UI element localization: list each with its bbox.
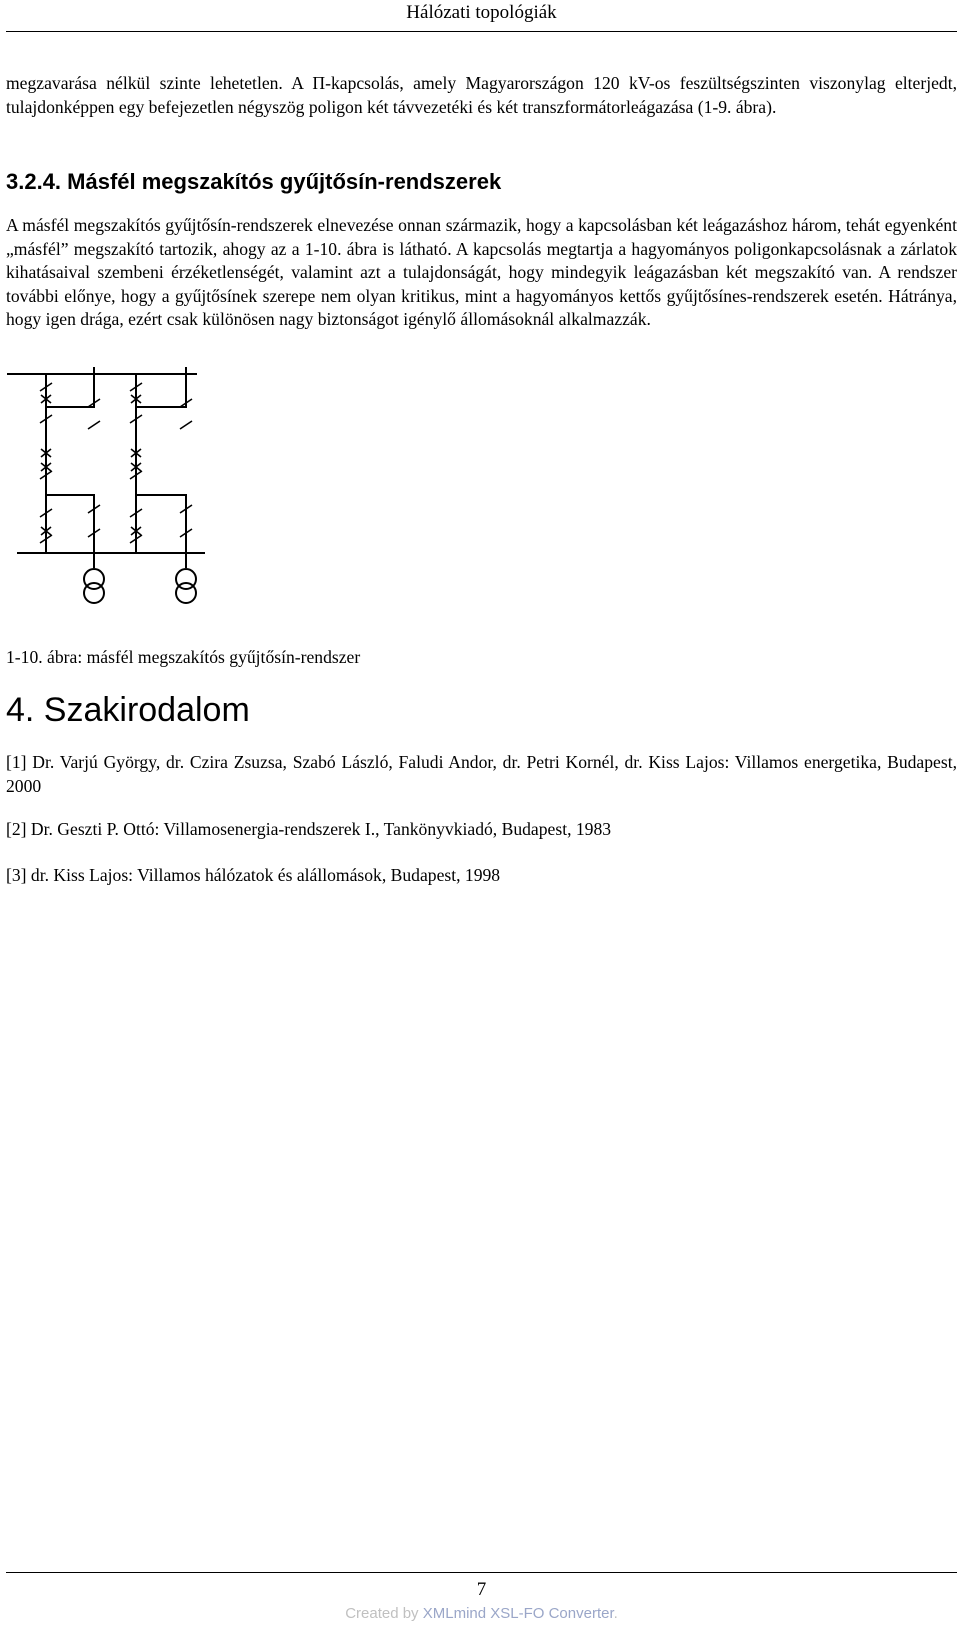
watermark-brand-link[interactable]: XMLmind XSL-FO Converter: [422, 1605, 614, 1622]
footer-divider: [6, 1572, 957, 1573]
intro-paragraph: megzavarása nélkül szinte lehetetlen. A Π-kapcsolás, amely Magyarországon 120 kV-os feszültségszinten viszonylag elterjedt, tulajdonképpen egy befejezetlen négyszög poligon két távvezetéki és két transzformátorleágazása (1-9. ábra).: [6, 73, 957, 117]
page-number: 7: [476, 1579, 487, 1600]
watermark-prefix: Created by: [345, 1605, 423, 1622]
converter-watermark: [6, 1605, 957, 1623]
reference-item: [2] Dr. Geszti P. Ottó: Villamosenergia-rendszerek I., Tankönyvkiadó, Budapest, 1983: [6, 819, 612, 839]
right-lower-feeder: [136, 495, 186, 567]
section-body-paragraph: A másfél megszakítós gyűjtősín-rendszerek elnevezése onnan származik, hogy a kapcsolásban két leágazáshoz három, tehát egyenként „másfél” megszakító tartozik, ahogy az a 1-10. ábra is látható. A kapcsolás megtartja a hagyományos poligonkapcsolásnak a zárlatok kihatásaival szembeni érzéketlenségét, valamint azt a tulajdonságát, hogy mindegyik leágazásban két megszakító van. A rendszer további előnye, hogy a gyűjtősínek szerepe nem olyan kritikus, mint a hagyományos kettős gyűjtősínes-rendszerek esetén. Hátránya, hogy igen drága, ezért csak különösen nagy biztonságot igénylő állomásoknál alkalmazzák.: [6, 215, 957, 330]
section-heading: 3.2.4. Másfél megszakítós gyűjtősín-rendszerek: [6, 169, 502, 194]
one-and-a-half-breaker-diagram: [6, 367, 211, 625]
running-header: Hálózati topológiák: [406, 2, 557, 23]
watermark-suffix: .: [613, 1605, 618, 1622]
reference-item: [1] Dr. Varjú György, dr. Czira Zsuzsa, Szabó László, Faludi Andor, dr. Petri Kornél, dr. Kiss Lajos: Villamos energetika, Budapest, 2000: [6, 752, 957, 796]
circuit-breaker-marks: [41, 395, 141, 535]
reference-item: [3] dr. Kiss Lajos: Villamos hálózatok és alállomások, Budapest, 1998: [6, 865, 501, 885]
right-transformer-lower-winding: [176, 583, 196, 603]
chapter-heading: 4. Szakirodalom: [6, 691, 250, 729]
left-lower-feeder: [46, 495, 94, 567]
header-divider: [6, 31, 957, 32]
left-transformer-lower-winding: [84, 583, 104, 603]
figure-caption: 1-10. ábra: másfél megszakítós gyűjtősín-rendszer: [6, 647, 361, 667]
